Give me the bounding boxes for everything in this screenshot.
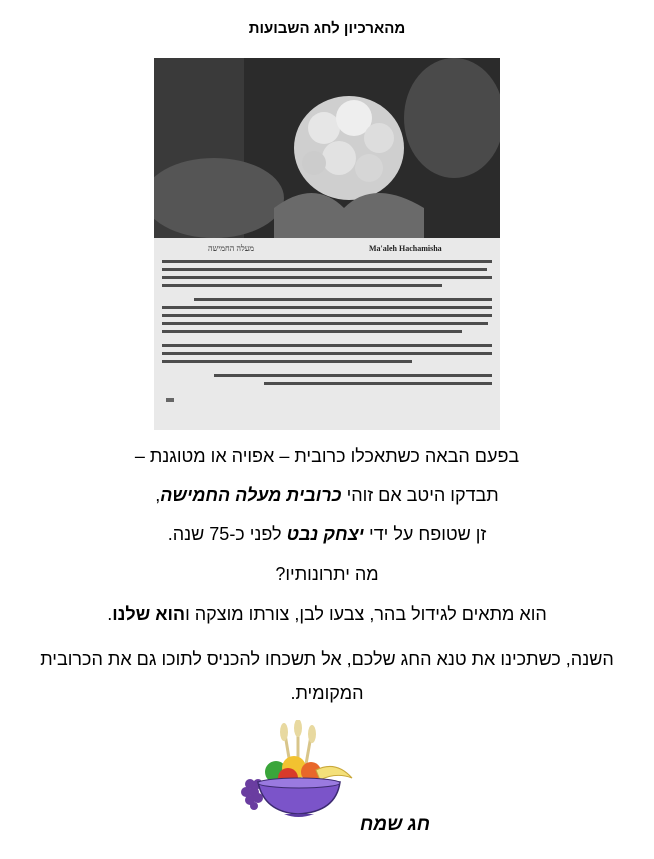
paragraph-line-4: מה יתרונותיו? xyxy=(275,564,379,584)
paragraph-line-2: תבדקו היטב אם זוהי כרובית מעלה החמישה, xyxy=(155,485,499,505)
breeder-name: יצחק נבט xyxy=(286,524,365,544)
paragraph-line-5: הוא מתאים לגידול בהר, צבעו לבן, צורתו מוצקה והוא שלנו. xyxy=(107,604,547,624)
archive-photo xyxy=(154,58,500,430)
holiday-greeting: חג שמח xyxy=(360,814,431,835)
scan-caption-en: Ma'aleh Hachamisha xyxy=(369,244,442,253)
paragraph-line-1: בפעם הבאה כשתאכלו כרובית – אפויה או מטוגנת – xyxy=(134,446,520,466)
paragraph-line-3: זן שטופח על ידי יצחק נבט לפני כ-75 שנה. xyxy=(167,524,487,544)
emphasis-ours: הוא שלנו xyxy=(112,604,186,624)
scan-caption-he: מעלה החמישה xyxy=(207,244,254,253)
page-title: מהארכיון לחג השבועות xyxy=(248,20,406,37)
paragraph-line-6: השנה, כשתכינו את טנא החג שלכם, אל תשכחו להכניס לתוכו גם את הכרובית המקומית. xyxy=(40,649,614,703)
fruit-basket-icon xyxy=(236,720,356,820)
variety-name: כרובית מעלה החמישה xyxy=(160,485,342,505)
